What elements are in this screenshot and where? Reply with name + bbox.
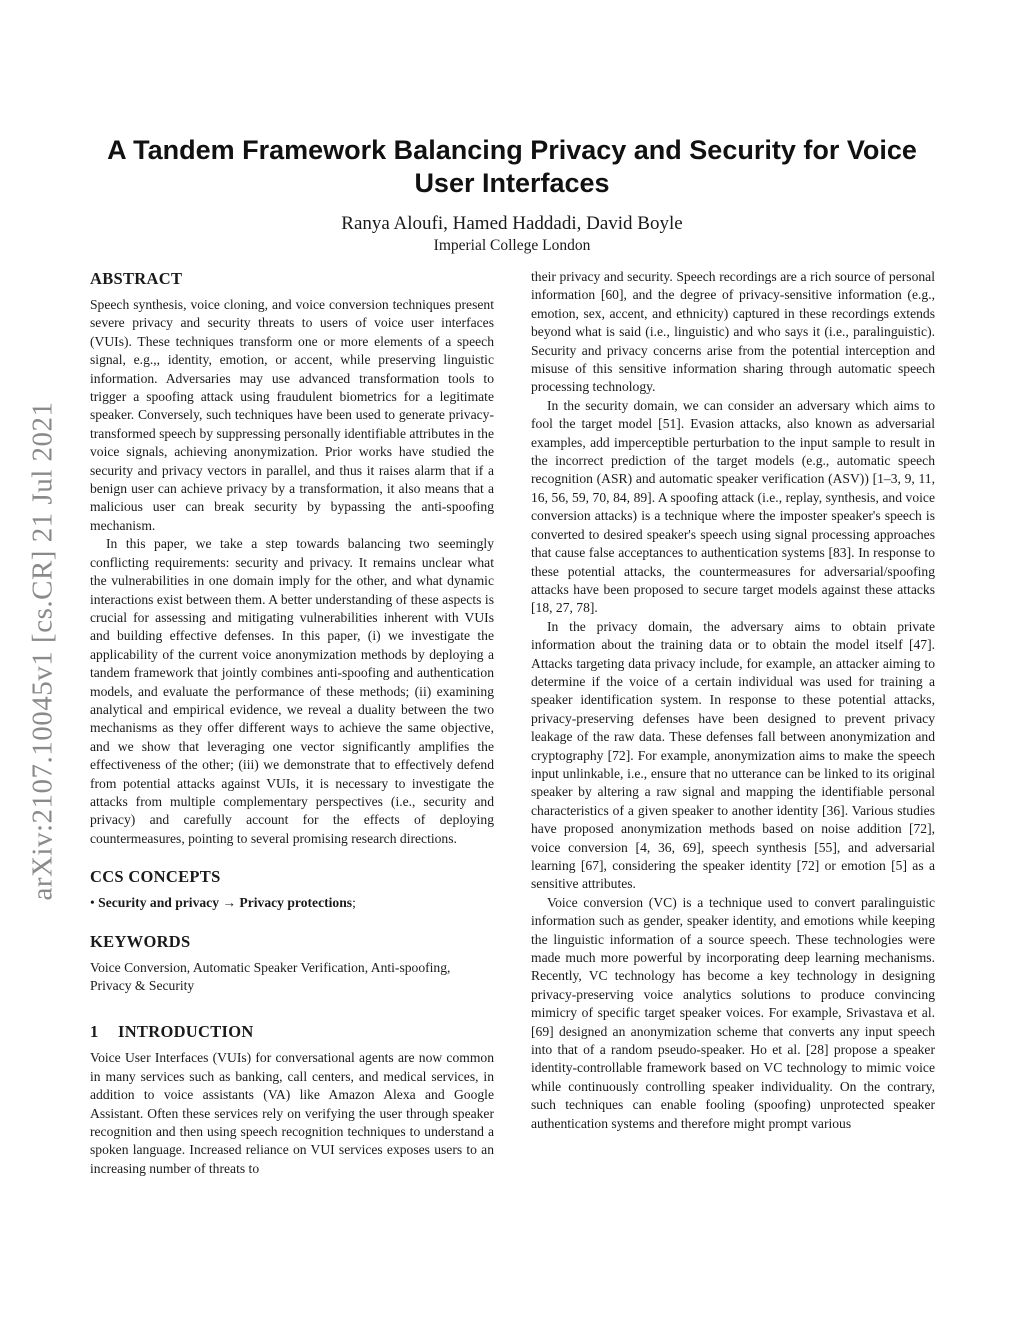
keywords-heading: KEYWORDS <box>90 931 191 951</box>
right-column <box>531 268 935 1133</box>
intro-paragraph-1: their privacy and security. Speech recordings are a rich source of personal information [60], and the degree of privacy-sensitive information (e.g., emotion, sex, accent, and ethnicity) captured in these recordings extends beyond what is said (i.e., linguistic) and who says it (i.e., paralinguistic). Security and privacy concerns arise from the potential interception and misuse of this sensitive information sharing through automatic speech processing technology. <box>531 269 935 395</box>
section-number: 1 <box>90 1022 99 1042</box>
ccs-suffix: ; <box>352 895 356 911</box>
ccs-category: Security and privacy <box>98 895 220 911</box>
abstract-heading: ABSTRACT <box>90 269 183 288</box>
introduction-heading <box>90 1021 494 1043</box>
arxiv-identifier: arXiv:2107.10045v1 [cs.CR] 21 Jul 2021 <box>26 401 59 901</box>
section-title: INTRODUCTION <box>118 1022 254 1042</box>
intro-paragraph-3: In the privacy domain, the adversary aims to obtain private information about the training data or to obtain the model itself [47]. Attacks targeting data privacy include, for example, an attacker aiming to determine if the voice of a certain individual was used for training a speaker identification system. In response to these potential attacks, privacy-preserving defenses have been designed to prevent privacy leakage of the raw data. These defenses fall between anonymization and cryptography [72]. For example, anonymization aims to make the speech input unlinkable, i.e., ensure that no utterance can be linked to its original speaker by altering a raw signal and mapping the identifiable personal characteristics of a given speaker to another identity [36]. Various studies have proposed anonymization methods based on noise addition [72], voice conversion [4, 36, 69], speech synthesis [55], and adversarial learning [67], considering the speaker identity [72] or emotion [5] as a sensitive attributes. <box>531 618 935 892</box>
author-list: Ranya Aloufi, Hamed Haddadi, David Boyle <box>341 213 683 234</box>
left-column <box>90 268 494 1178</box>
ccs-arrow: → <box>222 895 237 911</box>
ccs-concept: Privacy protections <box>239 895 353 911</box>
intro-paragraph-left: Voice User Interfaces (VUIs) for conversational agents are now common in many services such as banking, call centers, and medical services, in addition to voice assistants (VA) like Amazon Alexa and Google Assistant. Often these services rely on verifying the user through speaker recognition and then using speech recognition techniques to understand a spoken language. Increased reliance on VUI services exposes users to an increasing number of threats to <box>90 1050 494 1176</box>
affiliation: Imperial College London <box>433 237 591 254</box>
abstract-paragraph-1: Speech synthesis, voice cloning, and voice conversion techniques present severe privacy and security threats to users of voice user interfaces (VUIs). These techniques transform one or more elements of a speech signal, e.g.,, identity, emotion, or accent, while preserving linguistic information. Adversaries may use advanced transformation tools to trigger a spoofing attack using fraudulent biometrics for a legitimate speaker. Conversely, such techniques have been used to generate privacy-transformed speech by suppressing personally identifiable attributes in the voice signals, achieving anonymization. Prior works have studied the security and privacy vectors in parallel, and thus it raises alarm that if a benign user can achieve privacy by a transformation, it also means that a malicious user can break security by bypassing the anti-spoofing mechanism. <box>90 297 494 533</box>
ccs-concepts-heading: CCS CONCEPTS <box>90 867 221 887</box>
intro-paragraph-4: Voice conversion (VC) is a technique used to convert paralinguistic information such as gender, speaker identity, and emotions while keeping the linguistic information of a source speech. These technologies were made much more powerful by incorporating deep learning mechanisms. Recently, VC technology has become a key technology in designing privacy-preserving voice analytics solutions to produce convincing mimicry of specific target speaker voices. For example, Srivastava et al. [69] designed an anonymization scheme that converts any input speech into that of a random pseudo-speaker. Ho et al. [28] propose a speaker identity-controllable framework based on VC technology to mimic voice while continuously controlling speaker individuality. On the contrary, such techniques can enable fooling (spoofing) unprotected speaker authentication systems and therefore might prompt various <box>531 894 935 1131</box>
abstract-paragraph-2: In this paper, we take a step towards balancing two seemingly conflicting requirements: security and privacy. It remains unclear what the vulnerabilities in one domain imply for the other, and what dynamic interactions exist between them. A better understanding of these aspects is crucial for assessing and mitigating vulnerabilities inherent with VUIs and building effective defenses. In this paper, (i) we investigate the applicability of the current voice anonymization methods by deploying a tandem framework that jointly combines anti-spoofing and authentication models, and evaluate the performance of these methods; (ii) examining analytical and empirical evidence, we reveal a duality between the two mechanisms as they offer different ways to achieve the same objective, and we show that leveraging one vector significantly amplifies the effectiveness of the other; (iii) we demonstrate that to effectively defend from potential attacks against VUIs, it is necessary to investigate the attacks from multiple complementary perspectives (i.e., security and privacy) and carefully account for the effects of deploying countermeasures, pointing to several promising research directions. <box>90 536 494 846</box>
paper-title: A Tandem Framework Balancing Privacy and Security for Voice User Interfaces <box>107 135 917 198</box>
ccs-bullet: • <box>90 895 95 911</box>
intro-paragraph-2: In the security domain, we can consider an adversary which aims to fool the target model [51]. Evasion attacks, also known as adversarial examples, add imperceptible perturbation to the input sample to result in the incorrect prediction of the target models (e.g., automatic speech recognition (ASR) and automatic speaker verification (ASV)) [1–3, 9, 11, 16, 56, 59, 70, 84, 89]. A spoofing attack (i.e., replay, synthesis, and voice conversion attacks) is a technique where the imposter speaker's speech is converted to desired speaker's speech using signal processing approaches that cause false acceptances to authentication systems [83]. In response to these potential attacks, the countermeasures for adversarial/spoofing attacks have been proposed to secure target models against these attacks [18, 27, 78]. <box>531 397 935 616</box>
ccs-concepts-entry <box>90 894 494 912</box>
keywords-text: Voice Conversion, Automatic Speaker Verification, Anti-spoofing, Privacy & Security <box>90 959 451 993</box>
